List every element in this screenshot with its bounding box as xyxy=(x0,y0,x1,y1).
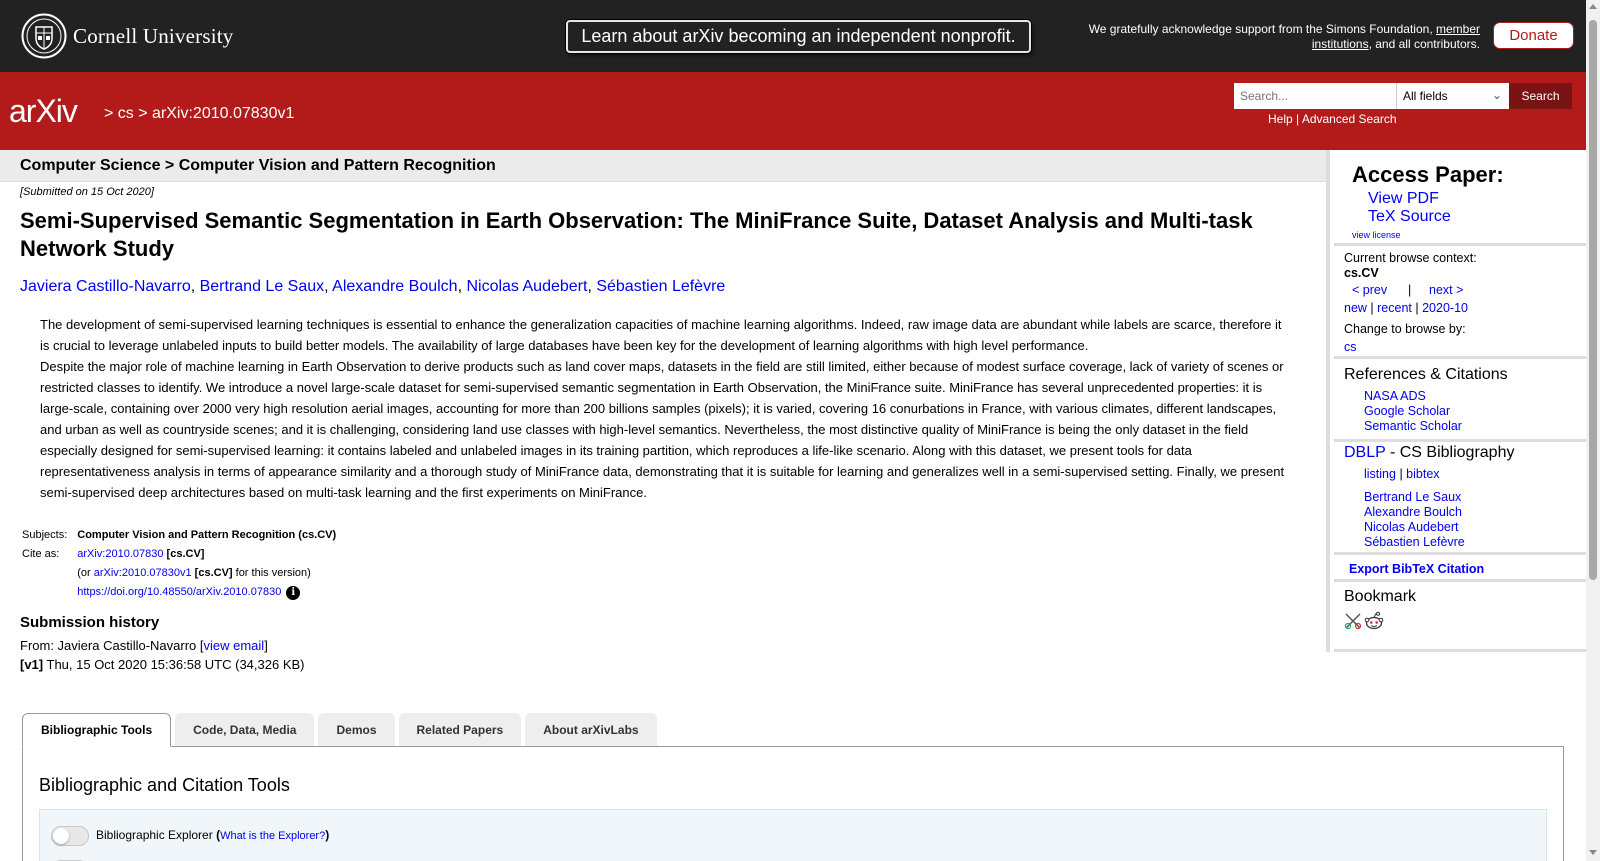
paper-title: Semi-Supervised Semantic Segmentation in Earth Observation: The MiniFrance Suite, Dataset Analysis and Multi-task Network Study xyxy=(20,208,1253,261)
nonprofit-announcement-button[interactable]: Learn about arXiv becoming an independent nonprofit. xyxy=(566,20,1031,53)
abstract xyxy=(40,314,1290,503)
doi-link[interactable]: https://doi.org/10.48550/arXiv.2010.07830 xyxy=(77,586,282,598)
scroll-down-arrow-icon[interactable] xyxy=(1589,850,1597,855)
chevron-down-icon: ⌄ xyxy=(1491,88,1502,102)
dblp-author-link[interactable]: Nicolas Audebert xyxy=(1364,520,1459,534)
ack-text: We gratefully acknowledge support from the Simons Foundation, xyxy=(1088,22,1436,36)
dblp-author-link[interactable]: Bertrand Le Saux xyxy=(1364,490,1462,504)
browse-context-label: Current browse context: xyxy=(1344,251,1477,265)
references-box xyxy=(1334,359,1590,442)
page-scrollbar[interactable] xyxy=(1586,0,1600,861)
author-separator: , xyxy=(190,278,200,295)
metadata-table xyxy=(20,526,338,602)
month-link[interactable]: 2020-10 xyxy=(1422,301,1468,315)
author-separator: , xyxy=(457,278,467,295)
dblp-links xyxy=(1364,467,1440,481)
breadcrumb xyxy=(104,105,294,123)
browse-context-box xyxy=(1334,246,1590,359)
submission-history xyxy=(20,636,1310,674)
recent-link[interactable]: recent xyxy=(1377,301,1412,315)
submission-history-title: Submission history xyxy=(20,614,160,631)
explorer-box xyxy=(39,809,1547,861)
tab-bibliographic-tools[interactable]: Bibliographic Tools xyxy=(22,713,171,747)
cite-version-category: [cs.CV] xyxy=(191,567,233,579)
arxiv-logo-text: arXiv xyxy=(9,93,77,129)
abstract-paragraph: The development of semi-supervised learning techniques is essential to enhance the generalization capacities of machine learning algorithms. Indeed, raw image data are abundant while labels are scarce, therefore it is crucial to leverage unlabeled inputs to build better models. The availability of large databases have been key for the development of learning algorithms with high level performance. xyxy=(40,317,1282,353)
next-link[interactable]: next > xyxy=(1429,283,1464,297)
semantic-scholar-link[interactable]: Semantic Scholar xyxy=(1364,419,1462,433)
submission-date: [Submitted on 15 Oct 2020] xyxy=(20,186,154,198)
scroll-up-arrow-icon[interactable] xyxy=(1589,4,1597,9)
member-institutions-link[interactable]: member institutions xyxy=(1311,22,1480,51)
advanced-search-link[interactable]: Advanced Search xyxy=(1301,112,1397,126)
listing-link[interactable]: listing xyxy=(1364,467,1396,481)
cornell-logo[interactable] xyxy=(21,13,234,59)
cite-version-link[interactable]: arXiv:2010.07830v1 xyxy=(93,567,192,579)
crumb-separator: > xyxy=(104,105,118,122)
subjects-label: Subjects: xyxy=(22,529,68,541)
export-box xyxy=(1334,555,1590,582)
from-prefix: From: Javiera Castillo-Navarro [ xyxy=(20,638,204,653)
crumb-separator: > xyxy=(133,105,153,122)
bibtex-link[interactable]: bibtex xyxy=(1406,467,1440,481)
cite-version-tail: for this version) xyxy=(232,567,311,579)
author-list xyxy=(20,278,1310,296)
tab-related-papers[interactable]: Related Papers xyxy=(399,713,522,746)
search-field-select[interactable] xyxy=(1396,83,1509,109)
dblp-title xyxy=(1344,444,1514,462)
explorer-label xyxy=(96,828,329,842)
scrollbar-thumb[interactable] xyxy=(1589,20,1597,580)
cite-id-link[interactable]: arXiv:2010.07830 xyxy=(77,548,164,560)
new-link[interactable]: new xyxy=(1344,301,1367,315)
prev-link[interactable]: < prev xyxy=(1352,283,1388,297)
view-email-link[interactable]: view email xyxy=(203,638,265,653)
browse-cs-link[interactable]: cs xyxy=(1344,340,1357,354)
tab-demos[interactable]: Demos xyxy=(318,713,394,746)
bibsonomy-icon[interactable] xyxy=(1344,612,1362,630)
access-paper-title: Access Paper: xyxy=(1352,162,1504,187)
search-field-value: All fields xyxy=(1403,89,1448,103)
top-banner xyxy=(0,0,1586,72)
category-header: Computer Science > Computer Vision and Pattern Recognition xyxy=(0,150,1326,182)
help-link[interactable]: Help xyxy=(1268,112,1293,126)
link-separator: | xyxy=(1292,112,1302,126)
arxiv-header xyxy=(0,72,1586,150)
cite-or: (or xyxy=(77,567,94,579)
cornell-name: Cornell University xyxy=(73,23,234,48)
references-title: References & Citations xyxy=(1344,366,1508,383)
search-input[interactable] xyxy=(1234,83,1396,109)
browse-context-value: cs.CV xyxy=(1344,266,1379,280)
nasa-ads-link[interactable]: NASA ADS xyxy=(1364,389,1426,403)
view-license-link[interactable]: view license xyxy=(1352,230,1401,240)
version-label: [v1] xyxy=(20,657,44,672)
paper-main xyxy=(20,186,1310,674)
access-paper-box xyxy=(1334,150,1590,246)
search-button[interactable]: Search xyxy=(1509,83,1572,109)
tab-panel-heading: Bibliographic and Citation Tools xyxy=(39,775,290,795)
tab-code-data-media[interactable]: Code, Data, Media xyxy=(175,713,314,746)
cite-label: Cite as: xyxy=(22,548,60,560)
author-link[interactable]: Sébastien Lefèvre xyxy=(596,278,726,295)
browse-links xyxy=(1344,301,1468,315)
tab-panel xyxy=(22,746,1564,861)
google-scholar-link[interactable]: Google Scholar xyxy=(1364,404,1451,418)
sidebar xyxy=(1326,150,1586,652)
version-details: Thu, 15 Oct 2020 15:36:58 UTC (34,326 KB) xyxy=(43,657,305,672)
cornell-seal-icon xyxy=(21,13,67,59)
author-link[interactable]: Alexandre Boulch xyxy=(332,278,458,295)
author-separator: , xyxy=(324,278,333,295)
link-separator: | xyxy=(1395,467,1407,481)
link-separator: | xyxy=(1411,301,1423,315)
author-link[interactable]: Nicolas Audebert xyxy=(466,278,588,295)
bookmark-box xyxy=(1334,582,1590,652)
subjects-value: Computer Vision and Pattern Recognition (cs.CV) xyxy=(77,529,337,541)
from-suffix: ] xyxy=(264,638,268,653)
bookmark-title: Bookmark xyxy=(1344,588,1417,605)
dblp-author-link[interactable]: Sébastien Lefèvre xyxy=(1364,535,1465,549)
author-link[interactable]: Bertrand Le Saux xyxy=(199,278,325,295)
view-pdf-link[interactable]: View PDF xyxy=(1368,190,1439,207)
arxiv-logo[interactable] xyxy=(9,92,101,132)
breadcrumb-cs-link[interactable]: cs xyxy=(117,105,134,122)
cite-category: [cs.CV] xyxy=(163,548,205,560)
dblp-tail: - CS Bibliography xyxy=(1385,444,1515,461)
explorer-paren: ( xyxy=(216,828,221,842)
prev-next-separator: | xyxy=(1408,283,1412,297)
what-is-explorer-link[interactable]: What is the Explorer? xyxy=(220,830,326,842)
dblp-link[interactable]: DBLP xyxy=(1344,444,1386,461)
tex-source-link[interactable]: TeX Source xyxy=(1368,208,1451,225)
explorer-paren: ) xyxy=(325,828,330,842)
labs-tabs xyxy=(22,713,661,748)
change-browse-label: Change to browse by: xyxy=(1344,322,1466,336)
author-link[interactable]: Javiera Castillo-Navarro xyxy=(20,278,191,295)
reddit-icon[interactable] xyxy=(1364,611,1384,631)
tab-about-arxivlabs[interactable]: About arXivLabs xyxy=(525,713,656,746)
author-separator: , xyxy=(587,278,597,295)
info-icon[interactable]: i xyxy=(286,586,300,600)
export-bibtex-link[interactable]: Export BibTeX Citation xyxy=(1349,562,1485,576)
bibliographic-explorer-toggle[interactable] xyxy=(51,826,89,846)
explorer-label-text: Bibliographic Explorer xyxy=(96,828,217,842)
dblp-author-link[interactable]: Alexandre Boulch xyxy=(1364,505,1462,519)
dblp-box xyxy=(1334,442,1590,555)
breadcrumb-paper-id: arXiv:2010.07830v1 xyxy=(152,105,295,122)
search-help-links xyxy=(1268,112,1397,126)
link-separator: | xyxy=(1366,301,1378,315)
acknowledgement-text xyxy=(1060,22,1480,52)
donate-button[interactable]: Donate xyxy=(1493,22,1574,49)
abstract-paragraph: Despite the major role of machine learning in Earth Observation to derive products such as land cover maps, datasets in the field are still limited, either because of modest surface coverage, lack of variety of scenes or restricted classes to identify. We introduce a novel large-scale dataset for semi-supervised semantic segmentation in Earth Observation, the MiniFrance suite. MiniFrance has several unprecedented properties: it is large-scale, containing over 2000 very high resolution aerial images, accounting for more than 200 billions samples (pixels); it is varied, covering 16 conurbations in France, with various climates, different landscapes, and urban as well as countryside scenes; and it is challenging, considering land use classes with high-level semantics. Nevertheless, the most distinctive quality of MiniFrance is being the only dataset in the field especially designed for semi-supervised learning: it contains labeled and unlabeled images in its training partition, which reproduces a life-like scenario. Along with this dataset, we present tools for data representativeness analysis in terms of appearance similarity and a thorough study of MiniFrance data, demonstrating that it is suitable for learning and generalizes well in a semi-supervised setting. Finally, we present semi-supervised deep architectures based on multi-task learning and the first experiments on MiniFrance. xyxy=(40,359,1285,500)
ack-tail: , and all contributors. xyxy=(1368,37,1480,51)
